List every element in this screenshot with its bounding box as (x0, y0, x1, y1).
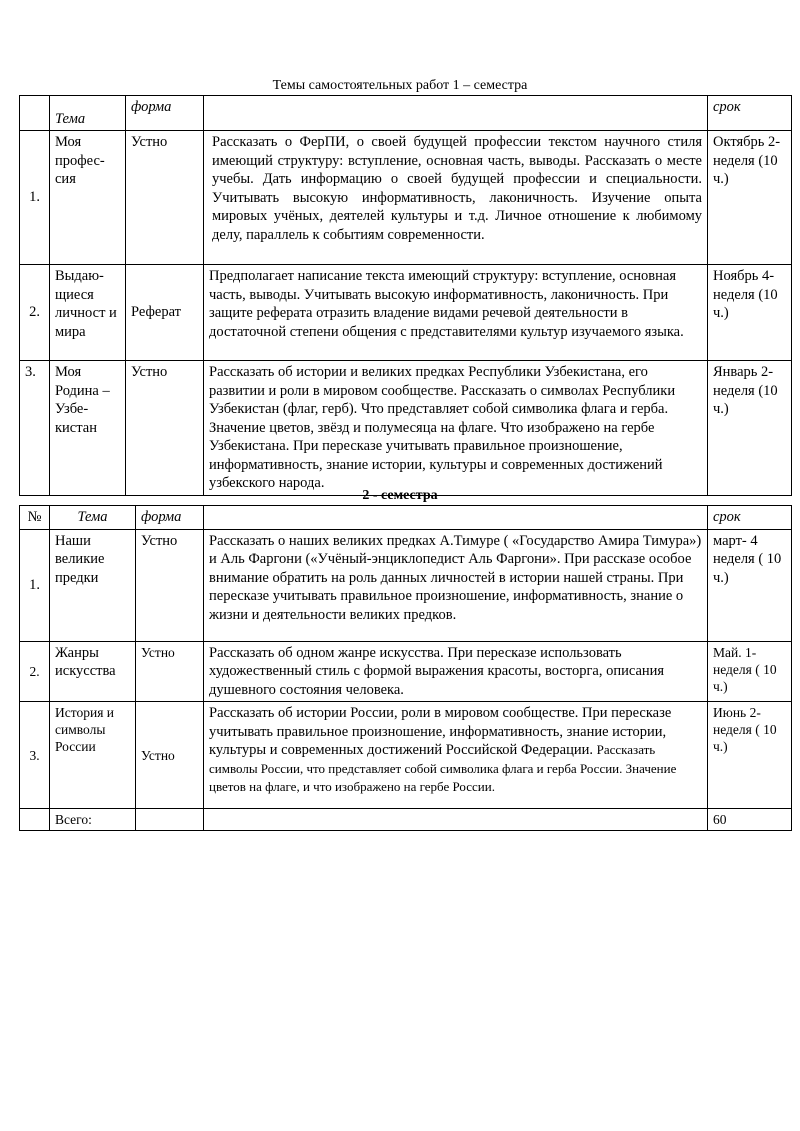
row-content: Предполагает написание текста имеющий структуру: вступление, основная часть, выводы. Учитывать высокую информативность, лаконичность. При защите реферата отразить владение видами речевой деятельности в достаточной степени общения с представителями культур изучаемого языка. (204, 265, 708, 361)
header-form: форма (126, 96, 204, 131)
row-content-symbols: Рассказать символы России, что представляет собой символика флага и герба России. Значение цветов на флаге, и что изображено на гербе России. (209, 742, 677, 794)
row-content: Рассказать об одном жанре искусства. При пересказе использовать художественный стиль с формой выражения красоты, восторга, описания душевного состояния человека. (204, 641, 708, 702)
row-num: 1. (20, 131, 50, 265)
row-deadline: Май. 1-неделя ( 10 ч.) (708, 641, 792, 702)
table-row (20, 702, 792, 809)
row-form: Устно (126, 361, 204, 496)
header-form: форма (136, 506, 204, 530)
row-topic: Наши великие предки (50, 529, 136, 641)
header-topic: Тема (50, 96, 126, 131)
header-num: № (20, 506, 50, 530)
row-form: Устно (126, 131, 204, 265)
row-topic: История и символы России (50, 702, 136, 809)
row-content: Рассказать об истории и великих предках Республики Узбекистана, его развитии и роли в мировом сообществе. Рассказать о символах Республики Узбекистан (флаг, герб). Что представляет собой символика флага и герба. Значение цветов, звёзд и полумесяца на флаге. Что изображено на гербе Узбекистана. При пересказе учитывать правильное произношение, информативность, знание истории, культуры и современных достижений узбекского народа. (204, 361, 708, 496)
total-value: 60 (708, 809, 792, 831)
row-deadline: Октябрь 2-неделя (10 ч.) (708, 131, 792, 265)
semester2-table (19, 505, 792, 831)
header-content (204, 96, 708, 131)
table-row (20, 641, 792, 702)
header-deadline: срок (708, 96, 792, 131)
header-topic: Тема (50, 506, 136, 530)
total-label: Всего: (50, 809, 136, 831)
row-topic: Жанры искусства (50, 641, 136, 702)
section2-title: 2 - семестра (362, 488, 438, 503)
row-deadline: март- 4 неделя ( 10 ч.) (708, 529, 792, 641)
total-content (204, 809, 708, 831)
row-topic: Моя Родина – Узбе-кистан (50, 361, 126, 496)
row-content: Рассказать о ФерПИ, о своей будущей профессии текстом научного стиля имеющий структуру: вступление, основная часть, выводы. Рассказать о месте учебы. Дать информацию о своей будущей профессии и специальности. Учитывать высокую информативность, лаконичность. Изучение опыта мировых учёных, деятелей культуры и т.д. Личное отношение к любимому делу, параллель к событиям современности. (204, 131, 708, 265)
row-content (204, 702, 708, 809)
header-num (20, 96, 50, 131)
table-header-row (20, 506, 792, 530)
table-row (20, 265, 792, 361)
row-deadline: Январь 2-неделя (10 ч.) (708, 361, 792, 496)
row-num: 2. (20, 265, 50, 361)
row-deadline: Ноябрь 4-неделя (10 ч.) (708, 265, 792, 361)
row-topic: Выдаю-щиеся личност и мира (50, 265, 126, 361)
row-form: Устно (136, 529, 204, 641)
table-row (20, 131, 792, 265)
row-num: 3. (20, 702, 50, 809)
header-content (204, 506, 708, 530)
row-content: Рассказать о наших великих предках А.Тимуре ( «Государство Амира Тимура») и Аль Фаргони («Учёный-энциклопедист Аль Фаргони». При рассказе особое внимание обратить на роль данных личностей в истории нашей страны. При пересказе учитывать правильное произношение, информативность, знание о жизни и деятельности великих предков. (204, 529, 708, 641)
table-row (20, 529, 792, 641)
row-form: Устно (136, 641, 204, 702)
row-num: 1. (20, 529, 50, 641)
section1-title: Темы самостоятельных работ 1 – семестра (272, 78, 528, 93)
table-header-row (20, 96, 792, 131)
row-num: 3. (20, 361, 50, 496)
total-num (20, 809, 50, 831)
total-row (20, 809, 792, 831)
row-content-main: Рассказать об истории России, роли в мировом сообществе. При пересказе учитывать правильное произношение, информативность, знание истории, культуры и современных достижений Российской Федерации. (209, 705, 672, 758)
header-deadline: срок (708, 506, 792, 530)
total-form (136, 809, 204, 831)
row-deadline: Июнь 2-неделя ( 10 ч.) (708, 702, 792, 809)
row-form: Устно (136, 702, 204, 809)
semester1-table (19, 95, 792, 496)
table-row (20, 361, 792, 496)
row-num: 2. (20, 641, 50, 702)
row-form: Реферат (126, 265, 204, 361)
row-topic: Моя профес-сия (50, 131, 126, 265)
